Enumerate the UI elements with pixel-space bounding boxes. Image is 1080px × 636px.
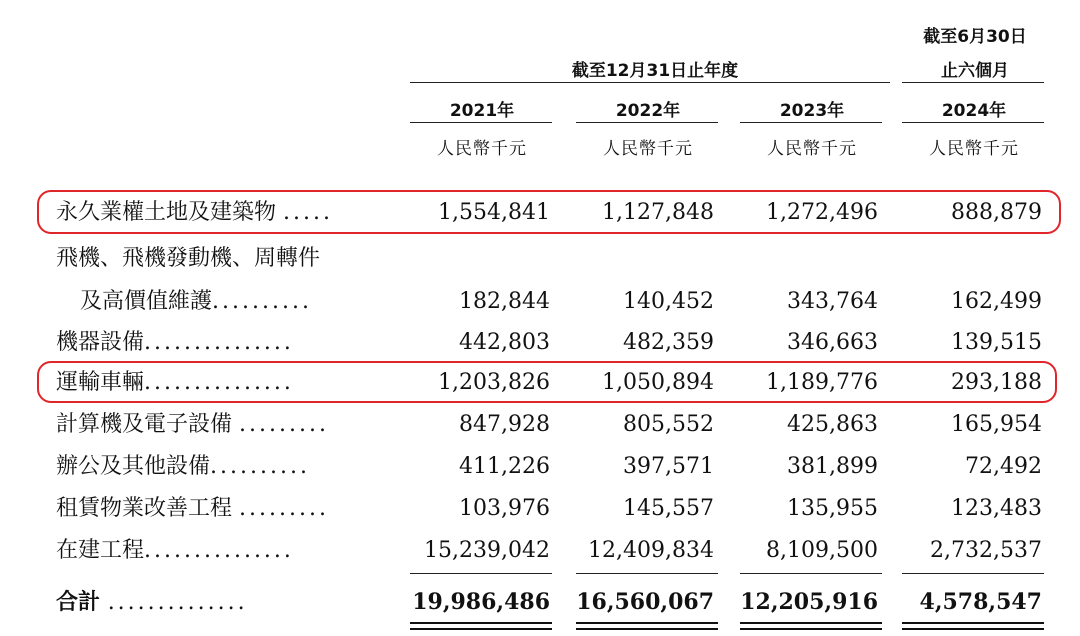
unit-2021: 人民幣千元: [437, 139, 527, 159]
year-header-2023: 2023年: [779, 101, 845, 121]
row-vehicles-2022: 1,050,894: [602, 370, 714, 395]
row-freehold-2023: 1,272,496: [766, 200, 878, 225]
row-label-computers: 計算機及電子設備 .........: [56, 412, 329, 437]
row-freehold-2021: 1,554,841: [438, 200, 550, 225]
total-double-rule-2021-b: [410, 628, 552, 630]
row-construction-2022: 12,409,834: [588, 538, 714, 563]
total-2021: 19,986,486: [412, 589, 550, 615]
total-double-rule-2021-a: [410, 622, 552, 624]
row-leasehold-2022: 145,557: [623, 496, 714, 521]
row-computers-2021: 847,928: [459, 412, 550, 437]
row-label-aircraft-line1: 飛機、飛機發動機、周轉件: [56, 246, 321, 271]
group-header-half-line2: 止六個月: [941, 61, 1009, 81]
row-aircraft-2022: 140,452: [623, 289, 714, 314]
group-rule-half: [902, 82, 1044, 83]
total-double-rule-2022-a: [576, 622, 718, 624]
row-aircraft-2024: 162,499: [951, 289, 1042, 314]
total-2024: 4,578,547: [919, 589, 1042, 615]
unit-2023: 人民幣千元: [767, 139, 857, 159]
row-leasehold-2024: 123,483: [951, 496, 1042, 521]
unit-2022: 人民幣千元: [603, 139, 693, 159]
subtotal-rule-2022: [576, 573, 718, 574]
total-double-rule-2022-b: [576, 628, 718, 630]
row-label-aircraft-line2: 及高價值維護..........: [80, 289, 312, 314]
year-header-2022: 2022年: [615, 101, 681, 121]
total-double-rule-2023-a: [740, 622, 882, 624]
total-double-rule-2024-a: [902, 622, 1044, 624]
row-machinery-2024: 139,515: [951, 330, 1042, 355]
row-label-office: 辦公及其他設備..........: [56, 454, 310, 479]
row-freehold-2024: 888,879: [951, 200, 1042, 225]
row-construction-2021: 15,239,042: [424, 538, 550, 563]
row-machinery-2022: 482,359: [623, 330, 714, 355]
row-label-leasehold: 租賃物業改善工程 .........: [56, 496, 329, 521]
row-office-2022: 397,571: [623, 454, 714, 479]
year-rule-2022: [576, 122, 718, 123]
year-header-2024: 2024年: [941, 101, 1007, 121]
group-header-half-line1: 截至6月30日: [923, 27, 1027, 47]
total-double-rule-2024-b: [902, 628, 1044, 630]
row-computers-2022: 805,552: [623, 412, 714, 437]
subtotal-rule-2024: [902, 573, 1044, 574]
row-machinery-2021: 442,803: [459, 330, 550, 355]
row-leasehold-2023: 135,955: [787, 496, 878, 521]
group-header-year-end: 截至12月31日止年度: [571, 61, 739, 81]
unit-2024: 人民幣千元: [929, 139, 1019, 159]
total-double-rule-2023-b: [740, 628, 882, 630]
row-computers-2024: 165,954: [951, 412, 1042, 437]
row-label-vehicles: 運輸車輛...............: [56, 370, 294, 395]
row-label-construction: 在建工程...............: [56, 538, 294, 563]
group-rule-year-end: [410, 82, 890, 83]
row-office-2024: 72,492: [965, 454, 1042, 479]
row-label-machinery: 機器設備...............: [56, 330, 294, 355]
total-label: 合計 ..............: [56, 589, 248, 615]
row-vehicles-2024: 293,188: [951, 370, 1042, 395]
year-rule-2021: [410, 122, 552, 123]
row-aircraft-2021: 182,844: [459, 289, 550, 314]
row-machinery-2023: 346,663: [787, 330, 878, 355]
year-header-2021: 2021年: [449, 101, 515, 121]
row-freehold-2022: 1,127,848: [602, 200, 714, 225]
total-2022: 16,560,067: [576, 589, 714, 615]
row-office-2021: 411,226: [459, 454, 550, 479]
year-rule-2023: [740, 122, 882, 123]
total-2023: 12,205,916: [740, 589, 878, 615]
row-label-freehold: 永久業權土地及建築物 .....: [56, 200, 333, 225]
row-vehicles-2021: 1,203,826: [438, 370, 550, 395]
row-leasehold-2021: 103,976: [459, 496, 550, 521]
row-construction-2023: 8,109,500: [766, 538, 878, 563]
row-aircraft-2023: 343,764: [787, 289, 878, 314]
row-office-2023: 381,899: [787, 454, 878, 479]
year-rule-2024: [902, 122, 1044, 123]
row-computers-2023: 425,863: [787, 412, 878, 437]
row-vehicles-2023: 1,189,776: [766, 370, 878, 395]
subtotal-rule-2023: [740, 573, 882, 574]
subtotal-rule-2021: [410, 573, 552, 574]
row-construction-2024: 2,732,537: [930, 538, 1042, 563]
